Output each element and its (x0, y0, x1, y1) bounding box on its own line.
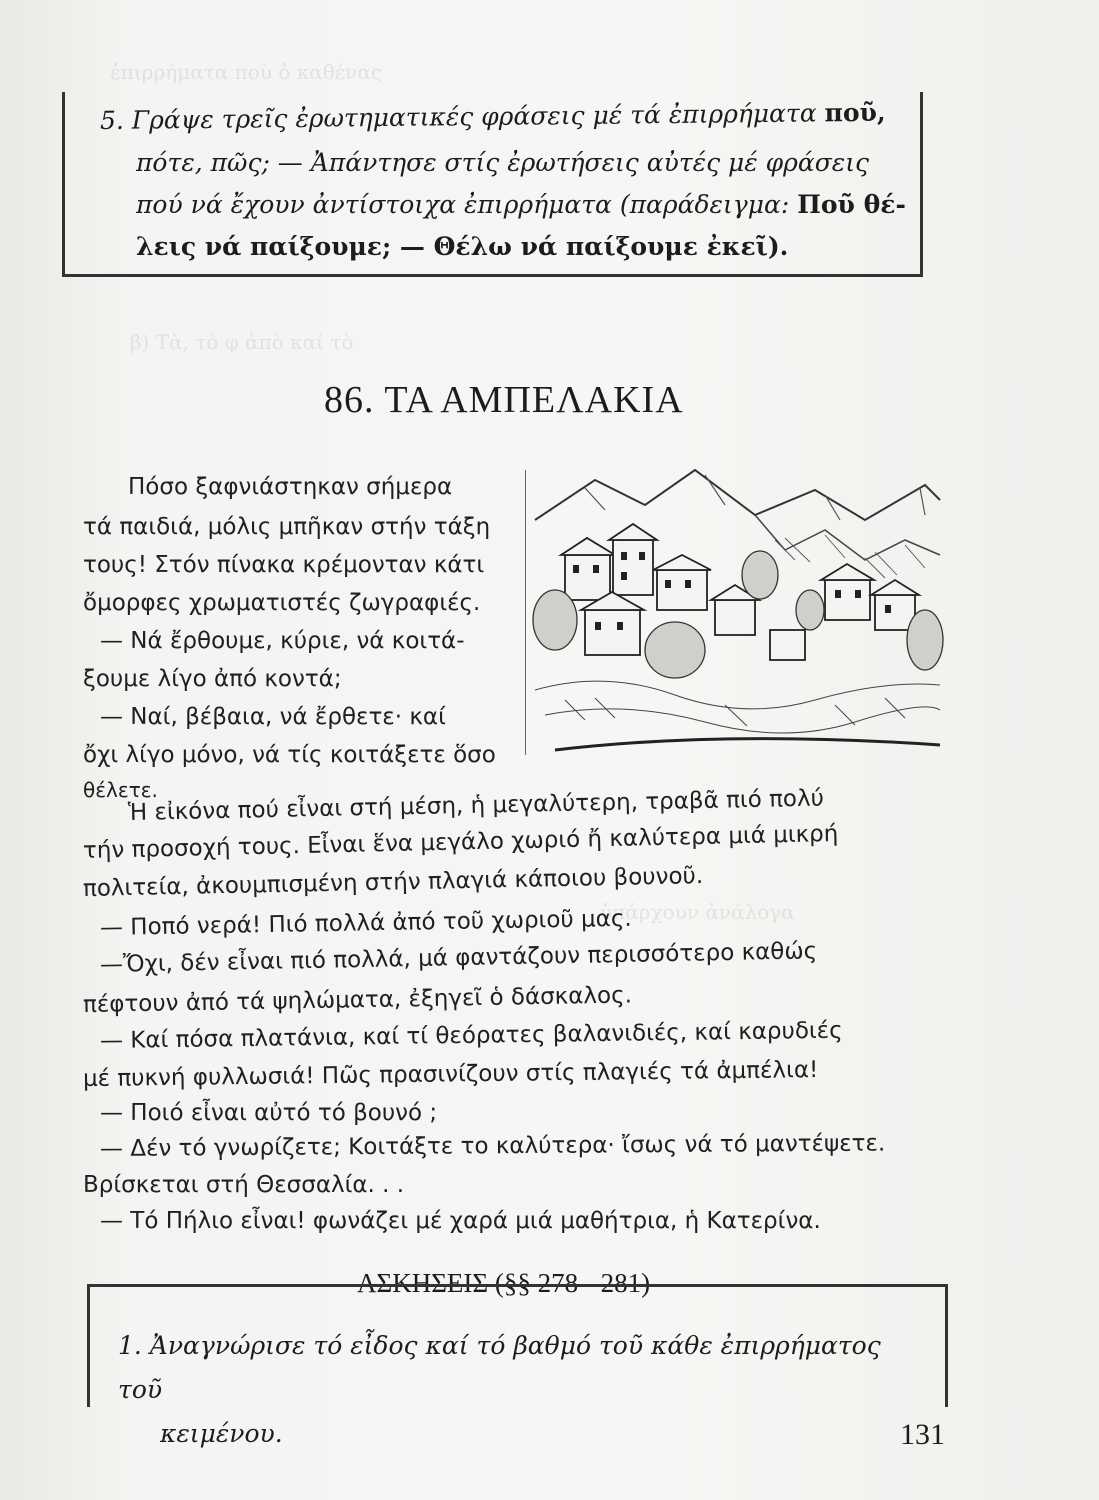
body-line: — Δέν τό γνωρίζετε; Κοιτάξτε το καλύτερα· ἴσως νά τό μαντέψετε. (99, 1130, 886, 1162)
body-line: Βρίσκεται στή Θεσσαλία. . . (83, 1172, 405, 1198)
lesson-title: 86. ΤΑ ΑΜΠΕΛΑΚΙΑ (324, 379, 684, 421)
body-line: — Ναί, βέβαια, νά ἔρθετε· καί (100, 704, 446, 730)
exercise-1-line-1: 1. Ἀναγνώρισε τό εἶδος καί τό βαθμό τοῦ κάθε ἐπιρρήματος τοῦ (118, 1331, 881, 1404)
body-line: ὄμορφες χρωματιστές ζωγραφιές. (83, 590, 481, 616)
body-line: πέφτουν ἀπό τά ψηλώματα, ἐξηγεῖ ὁ δάσκαλος. (82, 982, 633, 1018)
body-line: — Ποπό νερά! Πιό πολλά ἀπό τοῦ χωριοῦ μας. (99, 905, 632, 941)
exercise-5-line-4: λεις νά παίξουμε; — Θέλω νά παίξουμε ἐκεῖ). (136, 232, 789, 261)
body-line: ξουμε λίγο ἀπό κοντά; (83, 666, 342, 692)
body-line: — Καί πόσα πλατάνια, καί τί θεόρατες βαλανιδιές, καί καρυδιές (99, 1017, 843, 1054)
page-number: 131 (900, 1418, 945, 1451)
body-line: τήν προσοχή τους. Εἶναι ἕνα μεγάλο χωριό ἤ καλύτερα μιά μικρή (82, 820, 839, 864)
exercise-5-line-1: 5. Γράψε τρεῖς ἐρωτηματικές φράσεις μέ τά ἐπιρρήματα (99, 98, 817, 135)
book-page: ἐπιρρήματα ποὺ ὁ καθένας β) Τὰ, τὸ φ ἀπὸ καί τὸ ὑπάρχουν ἀνάλογα 5. Γράψε τρεῖς ἐρωτηματικές φράσεις μέ τά ἐπιρρήματα ποῦ, πότε, πῶς; — Ἀπάντησε στίς ἐρωτήσεις αὐτές μέ φράσεις πού νά ἔχουν ἀντίστοιχα ἐπιρρήματα (παράδειγμα: Ποῦ θέ- λεις νά παίξουμε; — Θέλω νά παίξουμε ἐκεῖ). 86. ΤΑ ΑΜΠΕΛΑΚΙΑ Πόσο ξαφνιάστηκαν σήμερα τά παιδιά, μόλις μπῆκαν στήν τάξη τους! Στόν πίνακα κρέμονταν κάτι ὄμορφες χρωματιστές ζωγραφιές. — Νά ἔρθουμε, κύριε, νά κοιτά- ξουμε λίγο ἀπό κοντά; — Ναί, βέβαια, νά ἔρθετε· καί ὄχι λίγο μόνο, νά τίς κοιτάξετε ὅσο θέλετε. Ἡ εἰκόνα πού εἶναι στή μέση, ἡ μεγαλύτερη, τραβᾶ πιό πολύ τήν προσοχή τους. Εἶναι ἕνα μεγάλο χωριό ἤ καλύτερα μιά μικρή πολιτεία, ἀκουμπισμένη στήν πλαγιά κάποιου βουνοῦ. — Ποπό νερά! Πιό πολλά ἀπό τοῦ χωριοῦ μας. —Ὄχι, δέν εἶναι πιό πολλά, μά φαντάζουν περισσότερο καθώς πέφτουν ἀπό τά ψηλώματα, ἐξηγεῖ ὁ δάσκαλος. — Καί πόσα πλατάνια, καί τί θεόρατες βαλανιδιές, καί καρυδιές μέ πυκνή φυλλωσιά! Πῶς πρασινίζουν στίς πλαγιές τά ἀμπέλια! — Ποιό εἶναι αὐτό τό βουνό ; — Δέν τό γνωρίζετε; Κοιτάξτε το καλύτερα· ἴσως νά τό μαντέψετε. Βρίσκεται στή Θεσσαλία. . . — Τό Πήλιο εἶναι! φωνάζει μέ χαρά μιά μαθήτρια, ἡ Κατερίνα. ΑΣΚΗΣΕΙΣ (§§ 278 - 281) 1. Ἀναγνώρισε τό εἶδος καί τό βαθμό τοῦ κάθε ἐπιρρήματος τοῦ κειμένου. 131 (0, 0, 1099, 1500)
body-line: μέ πυκνή φυλλωσιά! Πῶς πρασινίζουν στίς πλαγιές τά ἀμπέλια! (82, 1057, 819, 1092)
exercise-1 (118, 1324, 928, 1456)
exercise-5-bold-2: Ποῦ θέ- (797, 190, 906, 219)
body-line: θέλετε. (83, 778, 158, 802)
village-illustration (525, 460, 945, 760)
exercise-5-bold-1: ποῦ, (824, 97, 886, 128)
exercise-1-line-2: κειμένου. (160, 1419, 283, 1448)
body-line: τά παιδιά, μόλις μπῆκαν στήν τάξη (83, 514, 491, 540)
exercises-heading: ΑΣΚΗΣΕΙΣ (§§ 278 - 281) (357, 1268, 651, 1298)
body-line: — Τό Πήλιο εἶναι! φωνάζει μέ χαρά μιά μαθήτρια, ἡ Κατερίνα. (100, 1208, 821, 1234)
body-line: — Νά ἔρθουμε, κύριε, νά κοιτά- (100, 628, 465, 654)
exercise-5-line-3: πού νά ἔχουν ἀντίστοιχα ἐπιρρήματα (παράδειγμα: (136, 190, 790, 219)
body-line: πολιτεία, ἀκουμπισμένη στήν πλαγιά κάποιου βουνοῦ. (82, 863, 704, 902)
exercise-5-line-2: πότε, πῶς; — Ἀπάντησε στίς ἐρωτήσεις αὐτές μέ φράσεις (136, 148, 869, 177)
body-line: τους! Στόν πίνακα κρέμονταν κάτι (83, 552, 485, 578)
body-line: Πόσο ξαφνιάστηκαν σήμερα (128, 474, 453, 500)
body-line: ὄχι λίγο μόνο, νά τίς κοιτάξετε ὅσο (83, 742, 496, 768)
body-line: — Ποιό εἶναι αὐτό τό βουνό ; (100, 1100, 438, 1126)
body-line: —Ὄχι, δέν εἶναι πιό πολλά, μά φαντάζουν περισσότερο καθώς (99, 938, 818, 978)
body-line: Ἡ εἰκόνα πού εἶναι στή μέση, ἡ μεγαλύτερη, τραβᾶ πιό πολύ (127, 785, 825, 826)
exercise-5 (99, 97, 912, 268)
